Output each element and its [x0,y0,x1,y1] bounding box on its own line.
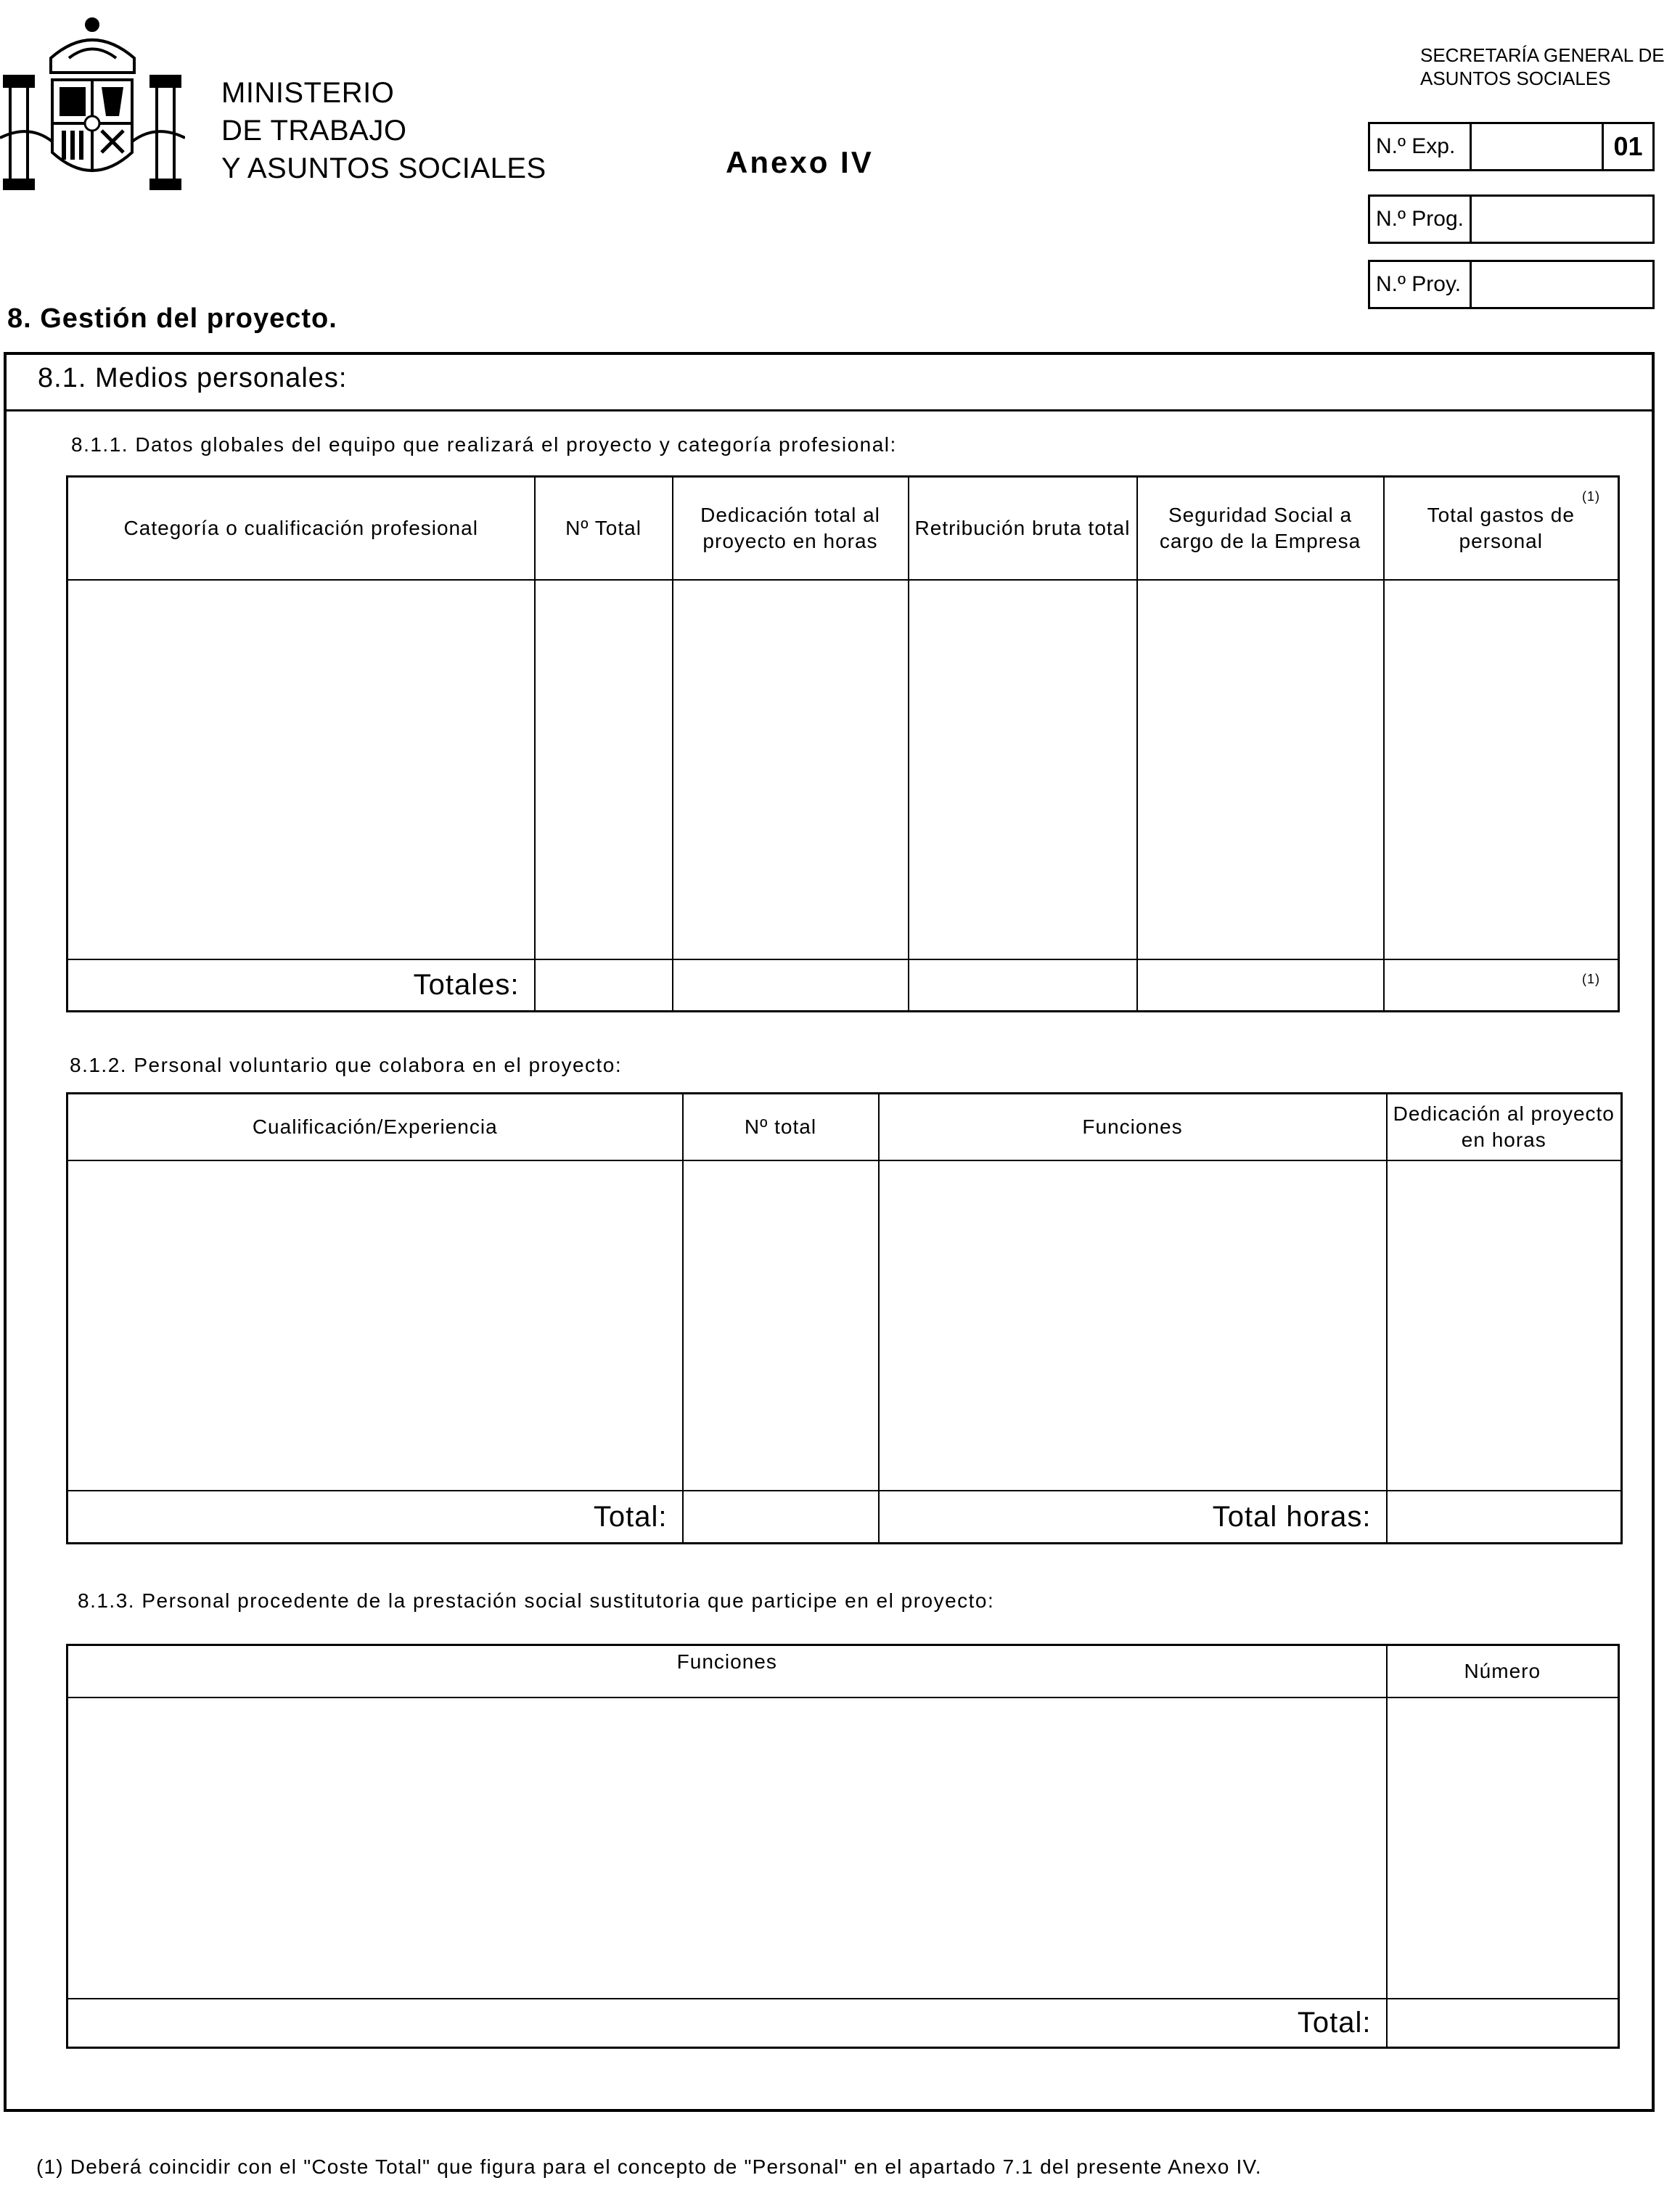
ministry-line: DE TRABAJO [221,115,407,147]
total-label: Total: [67,1491,683,1544]
data-cell[interactable] [683,1160,879,1491]
footnote: (1) Deberá coincidir con el "Coste Total" que figura para el concepto de "Personal" en el apartado 7.1 del presente Anexo IV. [36,2155,1262,2178]
annex-title: Anexo IV [726,145,874,179]
secretaria-name [1420,44,1665,90]
total-cell[interactable] [1137,959,1384,1012]
total-cell[interactable] [673,959,909,1012]
data-cell[interactable] [1387,1160,1622,1491]
table3-caption: 8.1.3. Personal procedente de la prestación social sustitutoria que participe en el proyecto: [78,1589,995,1612]
footnote-ref: (1) [1582,971,1600,986]
ministry-name [221,74,546,187]
total-cell[interactable] [535,959,673,1012]
secretaria-line: SECRETARÍA GENERAL DE [1420,44,1665,66]
substitute-service-table [66,1644,1620,2049]
total-cell[interactable] [909,959,1137,1012]
section-title: 8. Gestión del proyecto. [7,303,337,334]
proy-number-field [1368,260,1655,309]
secretaria-line: ASUNTOS SOCIALES [1420,67,1611,89]
footnote-ref: (1) [1582,489,1600,504]
column-header [1384,477,1619,580]
totals-row [67,1999,1619,2048]
ministry-line: Y ASUNTOS SOCIALES [221,152,546,184]
table2-caption: 8.1.2. Personal voluntario que colabora en el proyecto: [70,1054,623,1076]
column-header: Cualificación/Experiencia [67,1094,683,1160]
prog-number-input[interactable] [1472,197,1652,242]
data-cell[interactable] [1137,580,1384,959]
total-hours-label: Total horas: [879,1491,1387,1544]
prog-number-field [1368,194,1655,244]
data-cell[interactable] [535,580,673,959]
proy-number-input[interactable] [1472,262,1652,307]
total-cell[interactable] [1387,1491,1622,1544]
column-header: Funciones [879,1094,1387,1160]
prog-number-label: N.º Prog. [1370,197,1472,242]
form-code: 01 [1602,124,1652,169]
data-cell[interactable] [879,1160,1387,1491]
total-cell[interactable] [683,1491,879,1544]
data-cell[interactable] [1387,1697,1619,1999]
total-cell[interactable] [1384,959,1619,1012]
table-row [67,1697,1619,1999]
totals-label: Totales: [67,959,535,1012]
data-cell[interactable] [909,580,1137,959]
column-header: Dedicación al proyecto en horas [1387,1094,1622,1160]
totals-row [67,1491,1622,1544]
column-header: Dedicación total al proyecto en horas [673,477,909,580]
subsection-title: 8.1. Medios personales: [38,363,348,393]
exp-number-field [1368,122,1655,171]
table1-caption: 8.1.1. Datos globales del equipo que realizará el proyecto y categoría profesional: [71,433,897,456]
column-header: Funciones [67,1645,1387,1697]
total-cell[interactable] [1387,1999,1619,2048]
totals-row [67,959,1619,1012]
column-header-label: Total gastos de personal [1427,503,1575,552]
column-header: Retribución bruta total [909,477,1137,580]
table-row [67,1160,1622,1491]
exp-number-label: N.º Exp. [1370,124,1472,169]
data-cell[interactable] [67,580,535,959]
total-label: Total: [67,1999,1387,2048]
coat-of-arms-logo [0,15,185,192]
column-header: Categoría o cualificación profesional [67,477,535,580]
staff-table [66,475,1620,1012]
table-row [67,580,1619,959]
column-header: Nº total [683,1094,879,1160]
data-cell[interactable] [67,1160,683,1491]
column-header: Nº Total [535,477,673,580]
proy-number-label: N.º Proy. [1370,262,1472,307]
data-cell[interactable] [673,580,909,959]
column-header: Seguridad Social a cargo de la Empresa [1137,477,1384,580]
data-cell[interactable] [67,1697,1387,1999]
data-cell[interactable] [1384,580,1619,959]
ministry-line: MINISTERIO [221,77,395,109]
volunteer-table [66,1092,1623,1544]
column-header: Número [1387,1645,1619,1697]
